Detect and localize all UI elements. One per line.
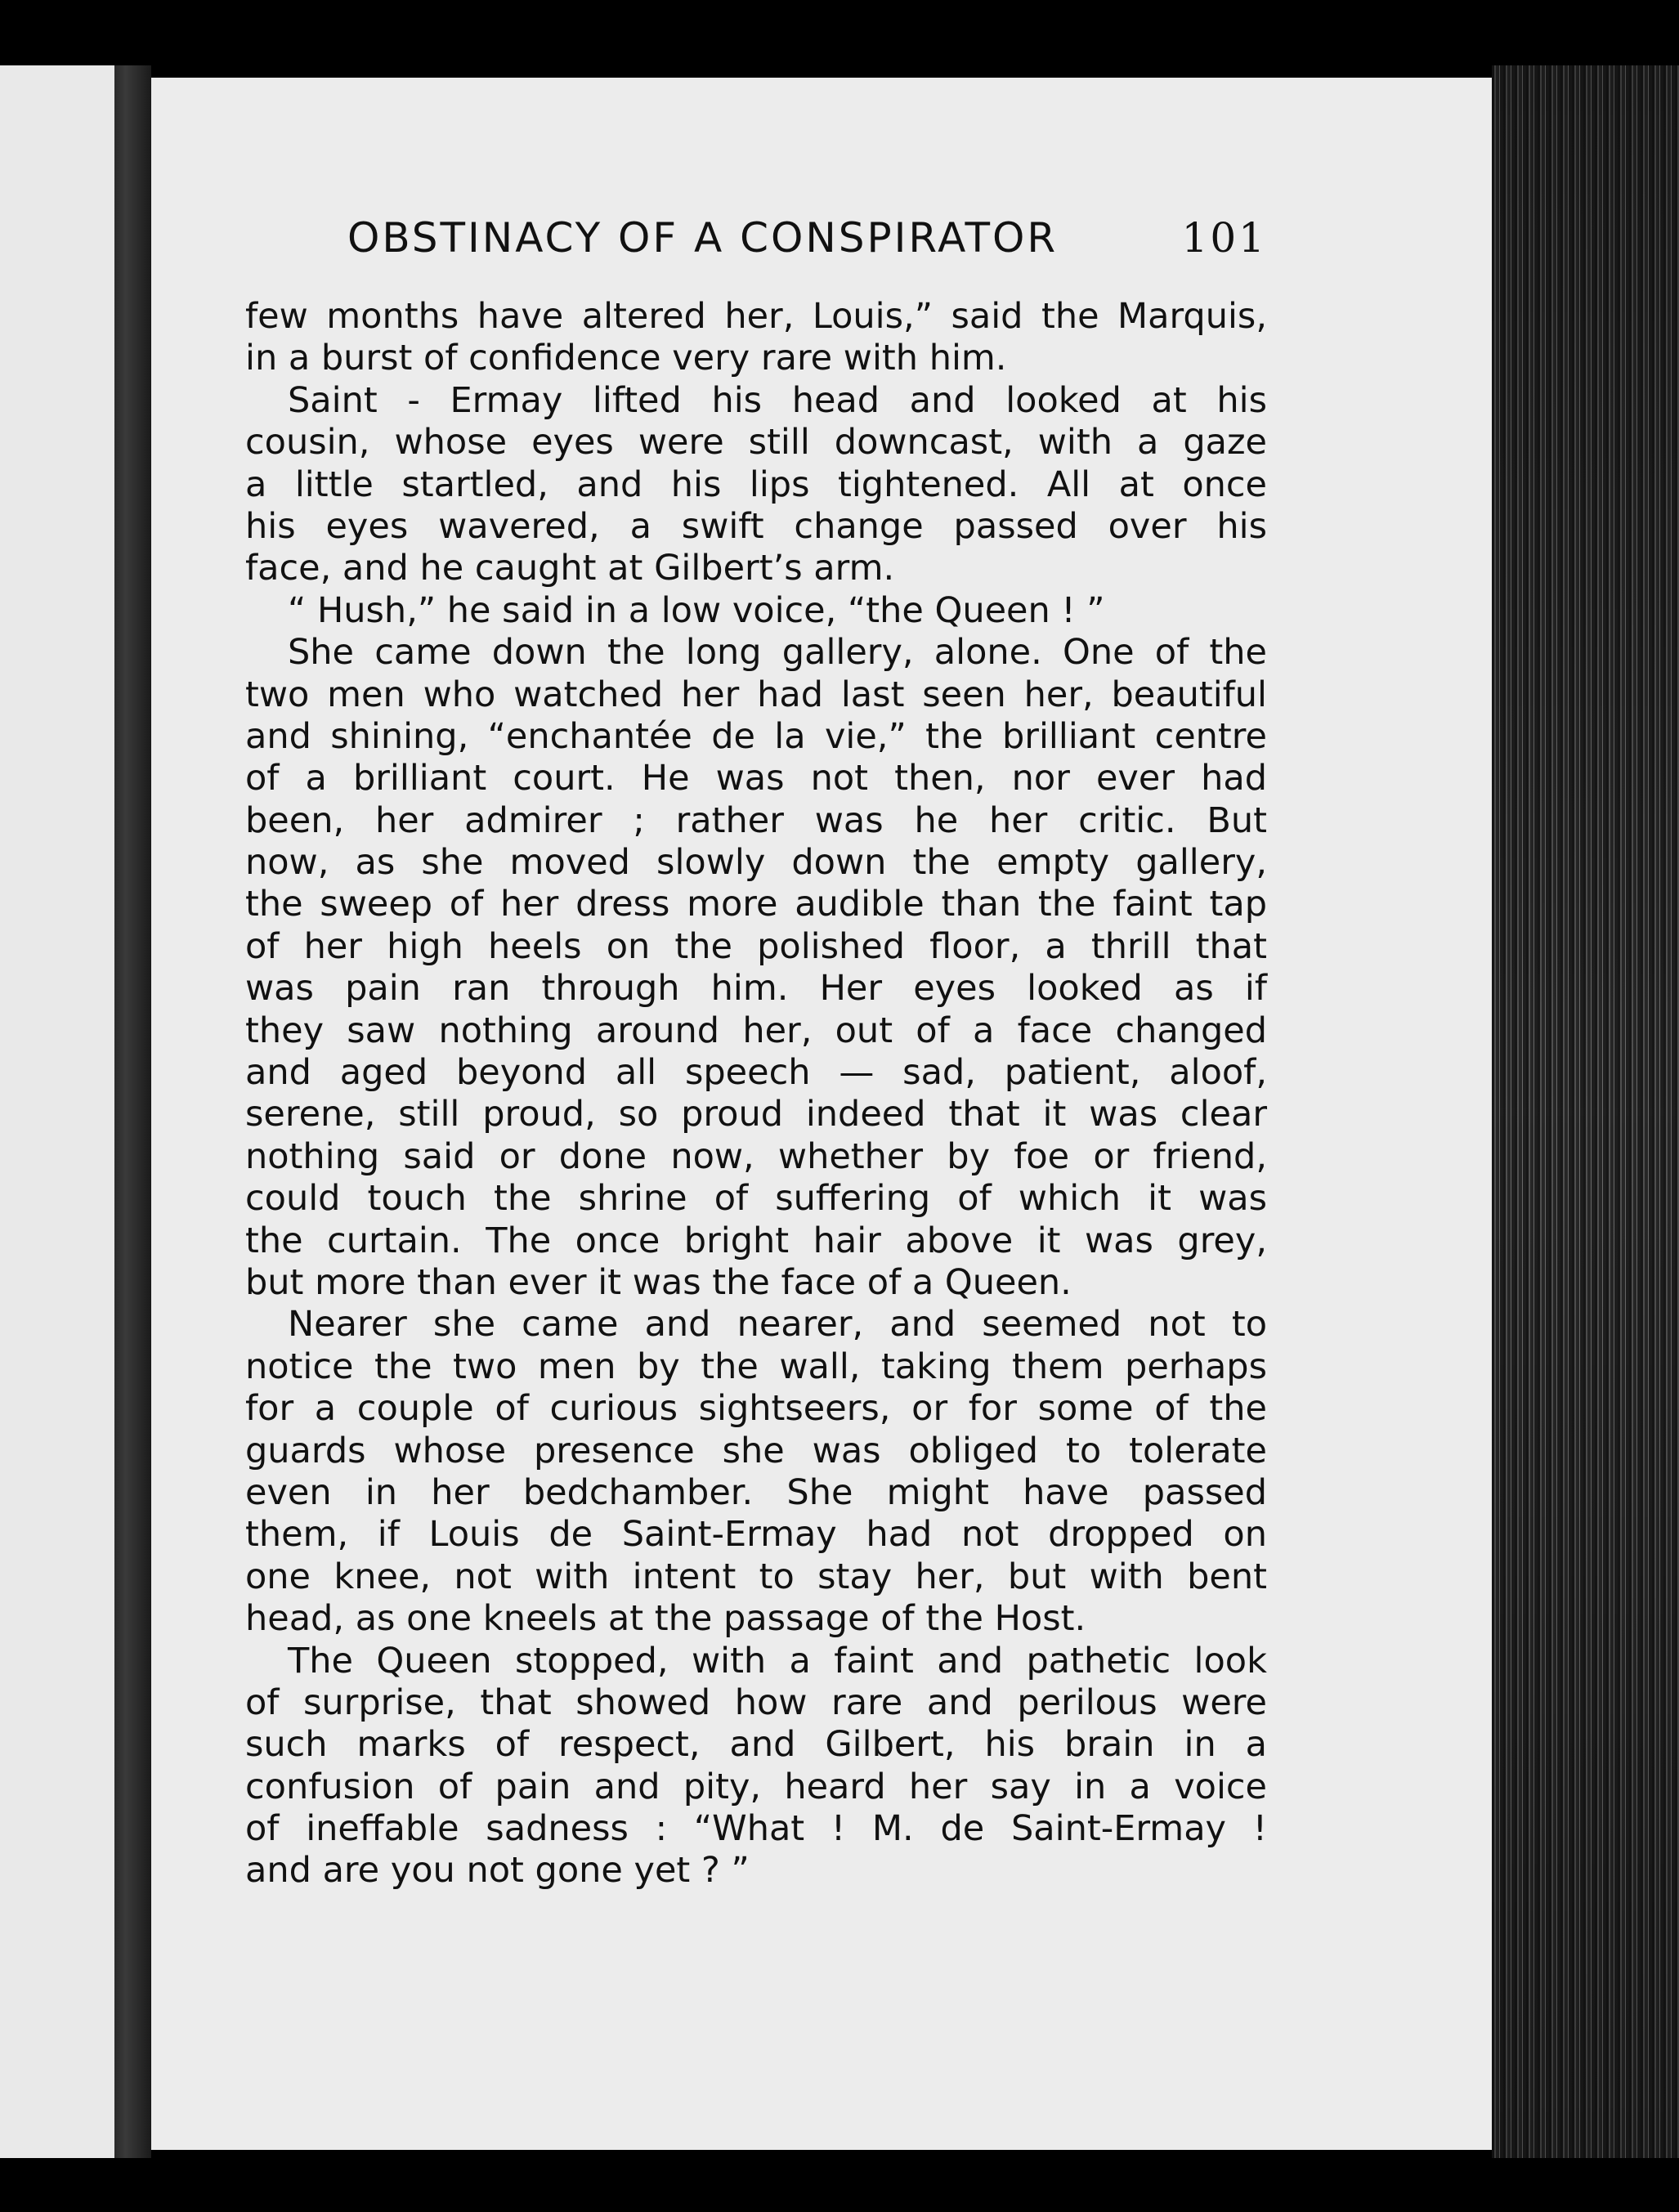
text-line: them, if Louis de Saint-Ermay had not dropped on — [245, 1514, 1267, 1556]
text-line: the sweep of her dress more audible than the faint tap — [245, 884, 1267, 925]
text-line: for a couple of curious sightseers, or for some of the — [245, 1388, 1267, 1430]
text-line: serene, still proud, so proud indeed that it was clear — [245, 1094, 1267, 1135]
text-line: head, as one kneels at the passage of the Host. — [245, 1598, 1086, 1640]
text-line: one knee, not with intent to stay her, but with bent — [245, 1556, 1267, 1597]
page-fore-edge — [1492, 65, 1679, 2158]
text-line: been, her admirer ; rather was he her critic. But — [245, 799, 1267, 841]
text-line: and aged beyond all speech — sad, patient, aloof, — [245, 1052, 1267, 1094]
left-page-edge — [0, 65, 114, 2158]
text-line: now, as she moved slowly down the empty gallery, — [245, 842, 1267, 884]
text-line: few months have altered her, Louis,” said the Marquis, — [245, 296, 1267, 337]
text-line: Saint - Ermay lifted his head and looked at his — [288, 379, 1267, 421]
text-line: in a burst of confidence very rare with him. — [245, 338, 1007, 379]
text-line: two men who watched her had last seen her, beautiful — [245, 674, 1267, 715]
text-line: could touch the shrine of suffering of which it was — [245, 1178, 1267, 1220]
text-line: of surprise, that showed how rare and perilous were — [245, 1681, 1267, 1723]
page-number: 101 — [1181, 214, 1267, 262]
text-line: even in her bedchamber. She might have passed — [245, 1471, 1267, 1513]
text-line: and are you not gone yet ? ” — [245, 1850, 750, 1892]
text-line: Nearer she came and nearer, and seemed not to — [288, 1304, 1267, 1346]
running-head — [347, 214, 1267, 271]
text-line: confusion of pain and pity, heard her say in a voice — [245, 1766, 1267, 1807]
text-line: the curtain. The once bright hair above it was grey, — [245, 1220, 1267, 1261]
body-text — [245, 296, 1267, 1892]
text-line: of a brilliant court. He was not then, nor ever had — [245, 758, 1267, 799]
running-head-title: OBSTINACY OF A CONSPIRATOR — [347, 214, 1059, 262]
book-gutter — [114, 65, 151, 2158]
text-line: and shining, “enchantée de la vie,” the brilliant centre — [245, 715, 1267, 757]
text-line: notice the two men by the wall, taking them perhaps — [245, 1346, 1267, 1387]
text-line: guards whose presence she was obliged to tolerate — [245, 1430, 1267, 1471]
text-line: face, and he caught at Gilbert’s arm. — [245, 548, 895, 589]
text-line: was pain ran through him. Her eyes looked as if — [245, 968, 1267, 1010]
text-line: of ineffable sadness : “What ! M. de Saint-Ermay ! — [245, 1808, 1267, 1850]
text-line: a little startled, and his lips tightened. All at once — [245, 463, 1267, 505]
text-line: of her high heels on the polished floor, a thrill that — [245, 925, 1267, 967]
text-line: She came down the long gallery, alone. One of the — [288, 632, 1267, 674]
text-line: his eyes wavered, a swift change passed over his — [245, 505, 1267, 547]
text-line: nothing said or done now, whether by foe or friend, — [245, 1135, 1267, 1177]
text-line: cousin, whose eyes were still downcast, with a gaze — [245, 422, 1267, 463]
text-line: such marks of respect, and Gilbert, his brain in a — [245, 1724, 1267, 1766]
text-line: but more than ever it was the face of a Queen. — [245, 1261, 1072, 1303]
text-line: “ Hush,” he said in a low voice, “the Queen ! ” — [288, 589, 1105, 631]
text-line: they saw nothing around her, out of a face changed — [245, 1010, 1267, 1051]
text-line: The Queen stopped, with a faint and pathetic look — [288, 1640, 1267, 1681]
